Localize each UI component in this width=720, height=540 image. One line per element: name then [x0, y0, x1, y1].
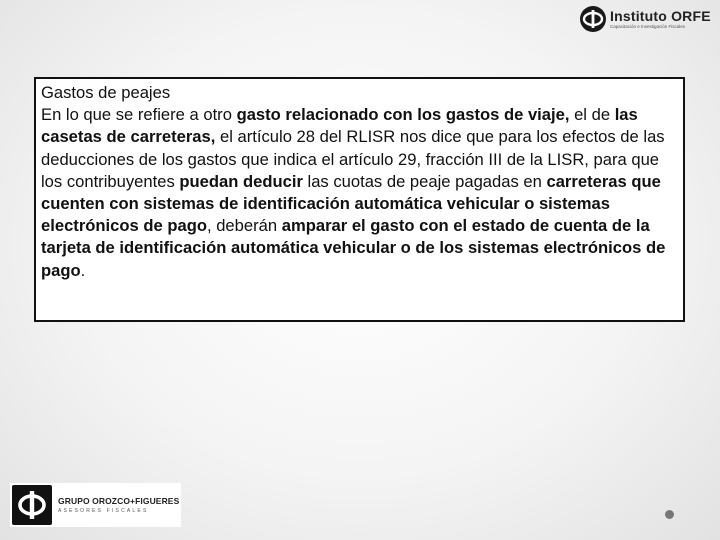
corner-dot — [665, 510, 674, 519]
footer-logo — [10, 483, 181, 527]
body-text-bold: carreteras que cuenten con sistemas de identificación automática vehicular o sistemas electrónicos de pago — [41, 171, 661, 236]
header-logo-tagline: Capacitación e Investigación Fiscales — [610, 24, 686, 29]
body-text: . — [80, 260, 86, 280]
body-text: el artículo 28 del RLISR nos dice que para los efectos de las deducciones de los gastos que indica el artículo 29, fracción III de la LISR, para que los contribuyentes — [41, 127, 665, 191]
body-text: En lo que se refiere a otro — [41, 105, 237, 125]
header-logo-name: Instituto ORFE — [610, 8, 711, 24]
orfe-logo-icon — [580, 6, 606, 32]
body-text-bold: amparar el gasto con el estado de cuenta de la tarjeta de identificación automática vehicular o de los sistemas electrónicos de pago — [41, 216, 666, 280]
header-logo — [580, 2, 716, 36]
body-text-bold: puedan deducir — [179, 171, 303, 191]
body-text: , deberán — [206, 216, 282, 236]
slide-title: Gastos de peajes — [41, 83, 171, 102]
slide-body — [41, 104, 678, 282]
footer-logo-tagline: ASESORES FISCALES — [58, 508, 149, 514]
grupo-logo-icon — [12, 485, 52, 525]
body-text: el de — [569, 105, 615, 125]
content-box — [34, 77, 685, 322]
footer-logo-name: GRUPO OROZCO+FIGUERES — [58, 496, 180, 506]
body-text-bold: las casetas de carreteras, — [41, 105, 638, 147]
body-text: las cuotas de peaje pagadas en — [302, 171, 547, 191]
body-text-bold: gasto relacionado con los gastos de viaje, — [236, 105, 570, 125]
